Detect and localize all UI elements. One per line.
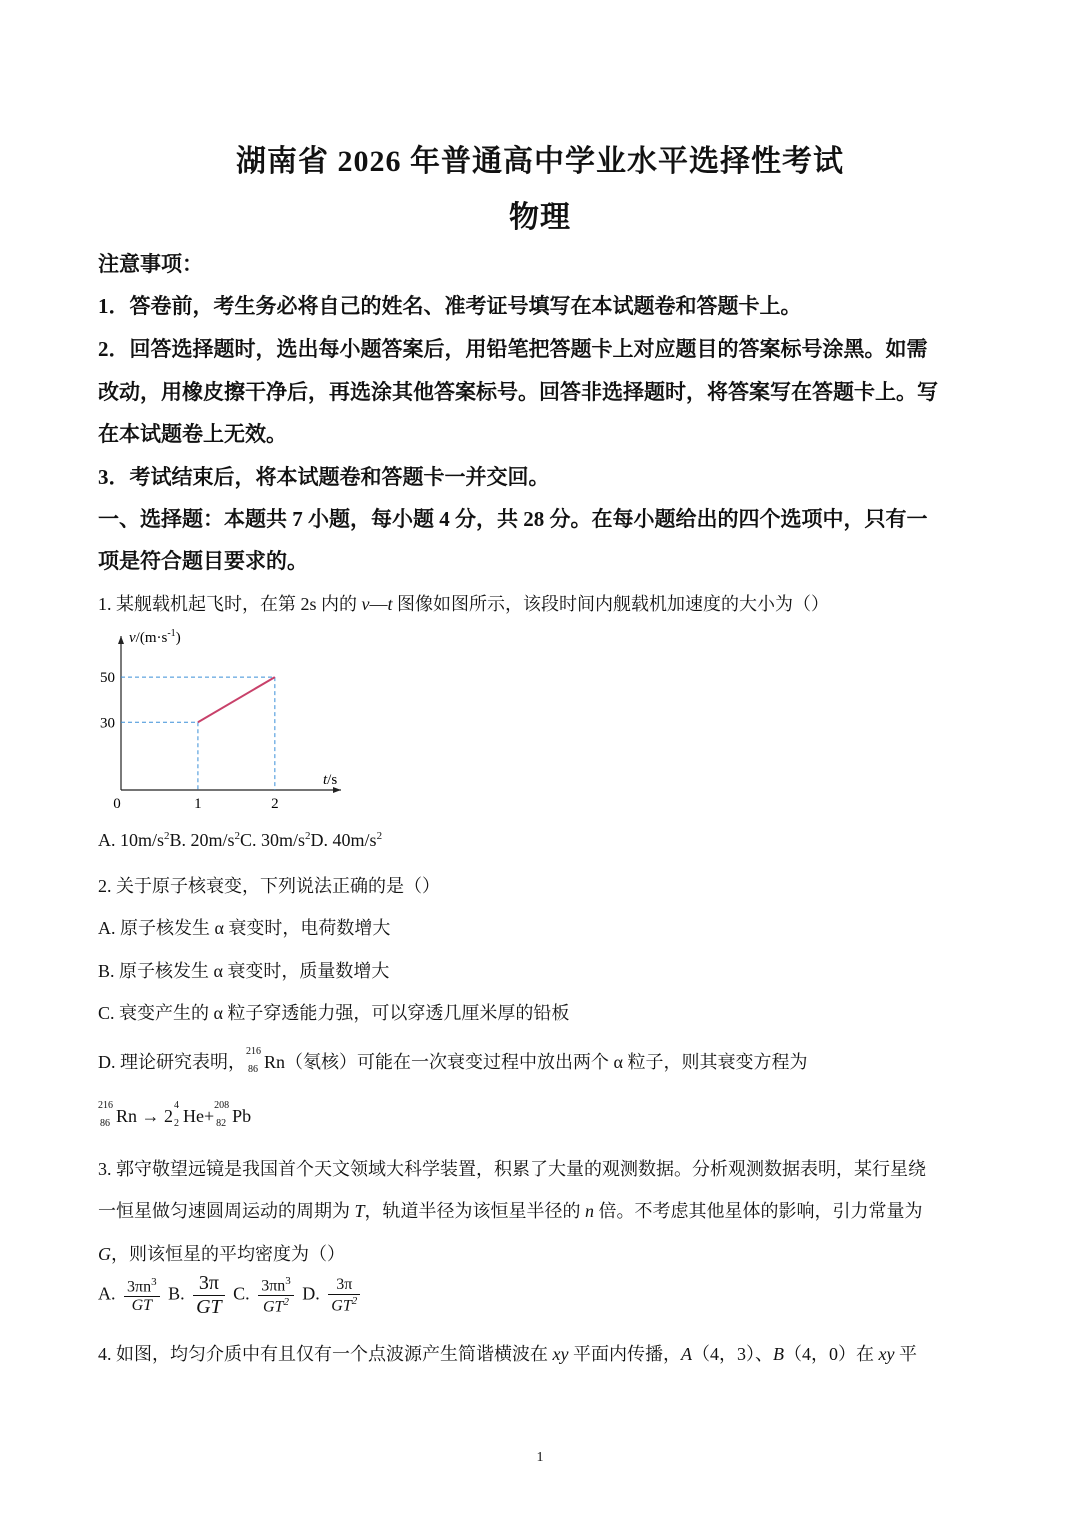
q2-option-a: A. 原子核发生 α 衰变时，电荷数增大 xyxy=(98,918,391,938)
q2-option-b: B. 原子核发生 α 衰变时，质量数增大 xyxy=(98,961,390,981)
q2-option-c: C. 衰变产生的 α 粒子穿透能力强，可以穿透几厘米厚的铅板 xyxy=(98,1003,570,1023)
q4-stem xyxy=(98,1340,917,1366)
q3-var-T: T xyxy=(354,1201,365,1221)
q3-option-d-fraction xyxy=(328,1276,360,1315)
eq-lead-symbol: Pb xyxy=(232,1106,252,1126)
subject-title: 物理 xyxy=(509,201,571,234)
q3-c-num: 3πn xyxy=(261,1277,286,1294)
section-1-line-2: 项是符合题目要求的。 xyxy=(98,549,308,573)
eq-radon xyxy=(98,1100,138,1129)
q3-option-c-fraction xyxy=(258,1275,294,1317)
q3-d-num: 3π xyxy=(328,1276,360,1295)
q4-xy-2: xy xyxy=(878,1344,895,1364)
q4-mid: 平面内传播， xyxy=(568,1344,681,1364)
q3-var-n: n xyxy=(585,1201,595,1221)
q3-c-num-exp: 3 xyxy=(285,1274,291,1287)
q3-line-2 xyxy=(98,1197,923,1223)
q1-stem-a: 1. 某舰载机起飞时，在第 2s 内的 xyxy=(98,594,362,614)
q2-option-d-pre: D. 理论研究表明， xyxy=(98,1052,246,1072)
radon-charge-number: 86 xyxy=(248,1064,258,1075)
q1-var-v: v xyxy=(361,594,370,614)
q3-option-a-label: A. xyxy=(98,1283,116,1304)
q3-d-den-exp: 2 xyxy=(351,1294,358,1307)
q4-point-a: A xyxy=(680,1344,692,1364)
q3-line-3 xyxy=(98,1240,345,1266)
q1-option-a: A. 10m/s xyxy=(98,830,165,850)
q3-var-G: G xyxy=(98,1244,111,1264)
q3-option-b-fraction xyxy=(193,1272,225,1319)
notes-heading: 注意事项： xyxy=(98,252,203,276)
q3-option-b-label: B. xyxy=(168,1283,185,1304)
eq-radon-charge: 86 xyxy=(100,1118,110,1129)
y-axis-label: $v/(m\cdot s^{-1})$ xyxy=(129,628,181,646)
vt-graph xyxy=(96,622,356,812)
eq-radon-mass: 216 xyxy=(98,1100,113,1111)
eq-lead-charge: 82 xyxy=(216,1118,227,1129)
note-3: 3．考试结束后，将本试题卷和答题卡一并交回。 xyxy=(98,465,550,489)
eq-radon-symbol: Rn xyxy=(116,1106,138,1126)
exam-title: 湖南省 2026 年普通高中学业水平选择性考试 xyxy=(236,145,844,178)
eq-coefficient: 2 xyxy=(164,1106,174,1126)
note-2a: 2．回答选择题时，选出每小题答案后，用铅笔把答题卡上对应题目的答案标号涂黑。如需 xyxy=(98,337,928,361)
section-1-line-1: 一、选择题：本题共 7 小题，每小题 4 分，共 28 分。在每小题给出的四个选项中，只有一 xyxy=(98,507,928,531)
page-number: 1 xyxy=(536,1450,544,1465)
q1-dash: — xyxy=(369,594,388,614)
radon-nuclide xyxy=(246,1046,286,1075)
eq-helium-mass: 4 xyxy=(174,1100,180,1111)
q1-option-c: C. 30m/s xyxy=(240,830,306,850)
eq-lead-mass: 208 xyxy=(214,1100,230,1111)
decay-equation xyxy=(98,1100,252,1129)
q1-option-d: D. 40m/s xyxy=(310,830,377,850)
radon-symbol: Rn xyxy=(264,1052,286,1072)
origin-label: 0 xyxy=(113,796,121,812)
q3-b-den: GT xyxy=(196,1296,222,1318)
q2-stem: 2. 关于原子核衰变，下列说法正确的是（） xyxy=(98,876,440,896)
q3-c-den: GT xyxy=(263,1298,284,1316)
q3-l3: ，则该恒星的平均密度为（） xyxy=(111,1244,345,1264)
q1-option-c-exp: 2 xyxy=(305,830,311,842)
eq-helium xyxy=(173,1100,205,1129)
q3-a-num-exp: 3 xyxy=(151,1275,157,1288)
q3-d-den: GT xyxy=(331,1297,352,1315)
q2-option-d xyxy=(98,1048,807,1074)
x-axis-label: t/s xyxy=(323,772,338,788)
q4-xy: xy xyxy=(552,1344,569,1364)
y-axis-arrow xyxy=(118,636,124,644)
q1-stem-b: 图像如图所示，该段时间内舰载机加速度的大小为（） xyxy=(392,594,830,614)
q2-option-d-post: （氡核）可能在一次衰变过程中放出两个 α 粒子，则其衰变方程为 xyxy=(285,1052,808,1072)
q1-option-a-exp: 2 xyxy=(164,830,170,842)
eq-lead xyxy=(214,1100,252,1129)
q4-pre: 4. 如图，均匀介质中有且仅有一个点波源产生简谐横波在 xyxy=(98,1344,553,1364)
x-tick-1: 1 xyxy=(194,796,202,812)
q1-option-b: B. 20m/s xyxy=(169,830,235,850)
y-tick-30: 30 xyxy=(100,715,115,732)
note-2c: 在本试题卷上无效。 xyxy=(98,422,287,446)
q1-stem xyxy=(98,590,829,616)
q3-a-den: GT xyxy=(131,1297,153,1315)
q3-l2c: 倍。不考虑其他星体的影响，引力常量为 xyxy=(594,1201,923,1221)
q3-c-den-exp: 2 xyxy=(283,1296,289,1308)
q3-option-c-label: C. xyxy=(233,1283,250,1304)
q4-b-coord: （4，0）在 xyxy=(783,1344,879,1364)
q3-b-num: 3π xyxy=(193,1272,225,1296)
eq-helium-charge: 2 xyxy=(174,1118,180,1129)
q1-option-d-exp: 2 xyxy=(376,830,383,842)
note-1: 1．答卷前，考生务必将自己的姓名、准考证号填写在本试题卷和答题卡上。 xyxy=(98,294,802,318)
x-tick-2: 2 xyxy=(271,796,279,812)
q4-point-b: B xyxy=(772,1344,784,1364)
q4-a-coord: （4，3）、 xyxy=(691,1344,773,1364)
series-line xyxy=(198,677,275,722)
q1-options xyxy=(98,830,382,851)
q3-l2a: 一恒星做匀速圆周运动的周期为 xyxy=(98,1201,355,1221)
q3-l2b: ，轨道半径为该恒星半径的 xyxy=(364,1201,586,1221)
note-2b: 改动，用橡皮擦干净后，再选涂其他答案标号。回答非选择题时，将答案写在答题卡上。写 xyxy=(98,380,938,404)
eq-plus: + xyxy=(204,1106,215,1126)
q3-line-1: 3. 郭守敬望远镜是我国首个天文领域大科学装置，积累了大量的观测数据。分析观测数据表明，某行星绕 xyxy=(98,1159,926,1179)
q3-option-a-fraction xyxy=(124,1276,160,1315)
q1-option-b-exp: 2 xyxy=(234,830,241,842)
q3-options xyxy=(98,1272,364,1319)
eq-arrow: → xyxy=(141,1106,160,1126)
q3-option-d-label: D. xyxy=(302,1283,320,1304)
q1-var-t: t xyxy=(387,594,393,614)
q3-a-num: 3πn xyxy=(127,1278,152,1296)
radon-mass-number: 216 xyxy=(246,1046,261,1057)
y-tick-50: 50 xyxy=(100,670,115,687)
eq-helium-symbol: He xyxy=(183,1106,205,1126)
q4-end: 平 xyxy=(894,1344,917,1364)
